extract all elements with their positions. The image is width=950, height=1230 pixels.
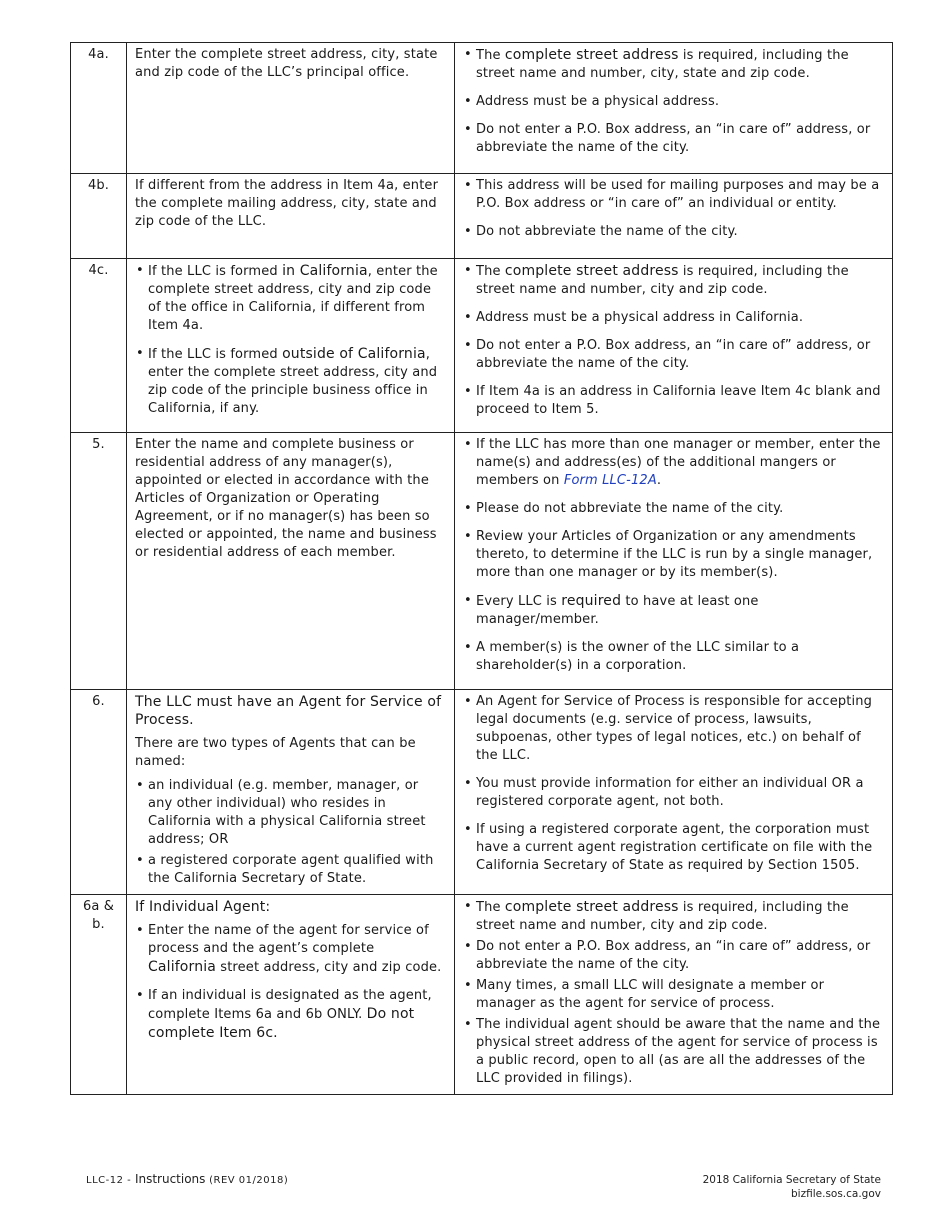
item-number: 5. <box>71 433 127 690</box>
footer-copyright: 2018 California Secretary of State <box>702 1174 881 1186</box>
list-item: • The complete street address is required, including the street name and number, city and zip code. <box>463 262 884 299</box>
list-item: • Many times, a small LLC will designate a member or manager as the agent for service of process. <box>463 977 884 1013</box>
list-item: • A member(s) is the owner of the LLC similar to a shareholder(s) in a corporation. <box>463 639 884 675</box>
section-heading: The LLC must have an Agent for Service of Process. <box>135 694 442 728</box>
item-notes <box>455 690 893 895</box>
item-instructions <box>127 895 455 1095</box>
table-row <box>71 433 893 690</box>
list-item: • If Item 4a is an address in California leave Item 4c blank and proceed to Item 5. <box>463 383 884 419</box>
footer-form-id: LLC-12 - Instructions (REV 01/2018) <box>86 1172 289 1186</box>
list-item: • If an individual is designated as the agent, complete Items 6a and 6b ONLY. Do not complete Item 6c. <box>135 987 446 1043</box>
item-number: 6a & b. <box>71 895 127 1095</box>
list-item: • a registered corporate agent qualified with the California Secretary of State. <box>135 852 446 888</box>
item-instructions: Enter the name and complete business or residential address of any manager(s), appointed or elected in accordance with the Articles of Organization or Operating Agreement, or if no manager(s) has been so elected or appointed, the name and business or residential address of each member. <box>127 433 455 690</box>
list-item: • Review your Articles of Organization or any amendments thereto, to determine if the LLC is run by a single manager, more than one manager or by its member(s). <box>463 528 884 582</box>
list-item: • Please do not abbreviate the name of the city. <box>463 500 884 518</box>
item-number: 4c. <box>71 259 127 433</box>
item-notes <box>455 174 893 259</box>
list-item: • If the LLC has more than one manager or member, enter the name(s) and address(es) of the additional mangers or members on Form LLC-12A. <box>463 436 884 490</box>
item-instructions <box>127 259 455 433</box>
list-item: • If using a registered corporate agent, the corporation must have a current agent registration certificate on file with the California Secretary of State as required by Section 1505. <box>463 821 884 875</box>
item-number: 4a. <box>71 43 127 174</box>
instructions-table <box>70 42 893 1095</box>
item-instructions: Enter the complete street address, city, state and zip code of the LLC’s principal office. <box>127 43 455 174</box>
item-notes <box>455 259 893 433</box>
table-row <box>71 895 893 1095</box>
list-item: • Every LLC is required to have at least one manager/member. <box>463 592 884 629</box>
list-item: • If the LLC is formed in California, enter the complete street address, city and zip code of the office in California, if different from Item 4a. <box>135 262 446 335</box>
list-item: • an individual (e.g. member, manager, or any other individual) who resides in California with a physical California street address; OR <box>135 777 446 849</box>
form-llc-12a-link[interactable]: Form LLC-12A <box>563 473 657 488</box>
item-number: 4b. <box>71 174 127 259</box>
footer-publisher <box>703 1173 881 1201</box>
table-row <box>71 259 893 433</box>
list-item: • Do not enter a P.O. Box address, an “in care of” address, or abbreviate the name of the city. <box>463 938 884 974</box>
list-item: • You must provide information for either an individual OR a registered corporate agent, not both. <box>463 775 884 811</box>
list-item: • Do not abbreviate the name of the city. <box>463 223 884 241</box>
section-intro: There are two types of Agents that can be named: <box>135 736 416 769</box>
table-row <box>71 690 893 895</box>
list-item: • Do not enter a P.O. Box address, an “in care of” address, or abbreviate the name of the city. <box>463 337 884 373</box>
table-row <box>71 174 893 259</box>
list-item: • The individual agent should be aware that the name and the physical street address of the agent for service of process is a public record, open to all (as are all the addresses of the LLC provided in filings). <box>463 1016 884 1088</box>
list-item: • An Agent for Service of Process is responsible for accepting legal documents (e.g. service of process, lawsuits, subpoenas, other types of legal notices, etc.) on behalf of the LLC. <box>463 693 884 765</box>
list-item: • If the LLC is formed outside of California, enter the complete street address, city and zip code of the principle business office in California, if any. <box>135 345 446 418</box>
list-item: • Do not enter a P.O. Box address, an “in care of” address, or abbreviate the name of the city. <box>463 121 884 157</box>
item-instructions: If different from the address in Item 4a, enter the complete mailing address, city, state and zip code of the LLC. <box>127 174 455 259</box>
footer-website: bizfile.sos.ca.gov <box>791 1188 881 1200</box>
item-notes <box>455 895 893 1095</box>
item-notes <box>455 433 893 690</box>
item-number: 6. <box>71 690 127 895</box>
list-item: • The complete street address is required, including the street name and number, city, state and zip code. <box>463 46 884 83</box>
table-row <box>71 43 893 174</box>
list-item: • Address must be a physical address in California. <box>463 309 884 327</box>
item-notes <box>455 43 893 174</box>
item-instructions <box>127 690 455 895</box>
list-item: • This address will be used for mailing purposes and may be a P.O. Box address or “in care of” an individual or entity. <box>463 177 884 213</box>
section-heading: If Individual Agent: <box>135 899 271 915</box>
list-item: • Enter the name of the agent for service of process and the agent’s complete California street address, city and zip code. <box>135 922 446 977</box>
list-item: • The complete street address is required, including the street name and number, city and zip code. <box>463 898 884 935</box>
list-item: • Address must be a physical address. <box>463 93 884 111</box>
